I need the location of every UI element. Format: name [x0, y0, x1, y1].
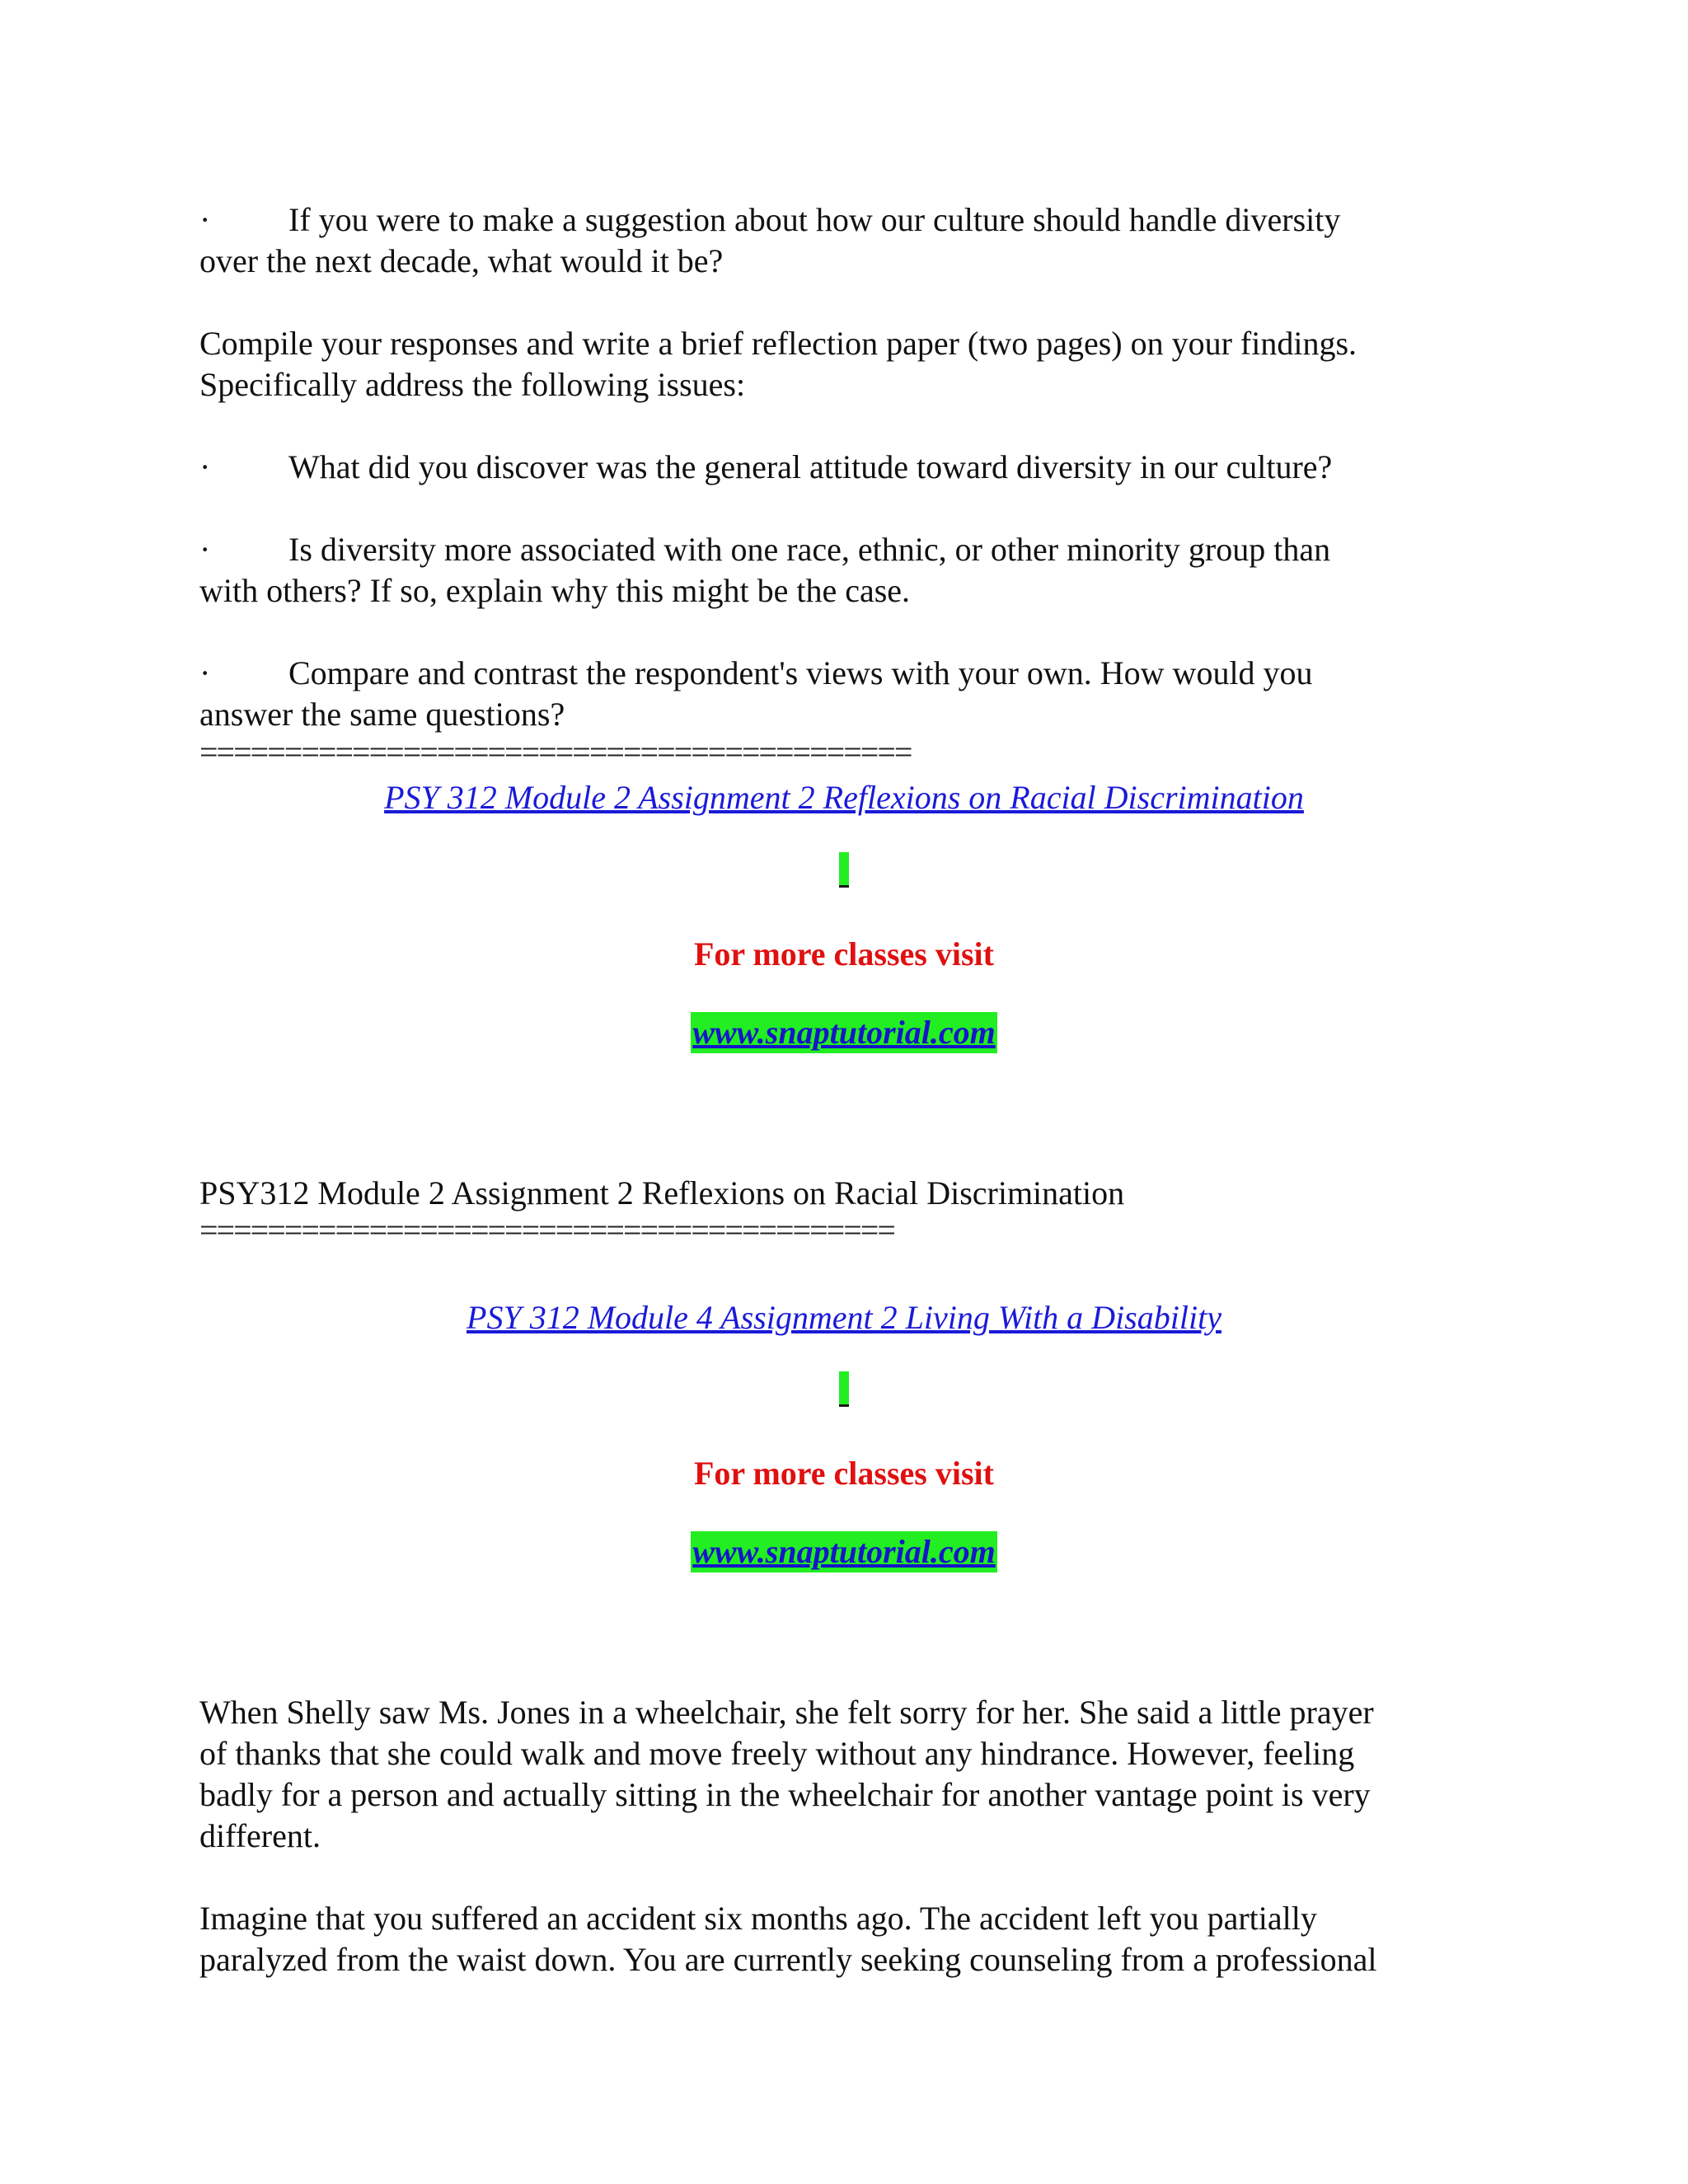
section2-link-row: [199, 777, 1489, 818]
body-para2-line2: paralyzed from the waist down. You are currently seeking counseling from a professional: [199, 1941, 1377, 1978]
body-para1-line3: badly for a person and actually sitting in the wheelchair for another vantage point is very: [199, 1776, 1371, 1813]
issue1-line: · What did you discover was the general attitude toward diversity in our culture?: [199, 447, 1332, 488]
more-classes-text: For more classes visit: [693, 1455, 994, 1492]
body-para1-line1: When Shelly saw Ms. Jones in a wheelchair, she felt sorry for her. She said a little prayer: [199, 1694, 1374, 1731]
assignment-link[interactable]: PSY 312 Module 4 Assignment 2 Living With a Disability: [467, 1299, 1221, 1336]
bullet-dot: ·: [199, 201, 211, 238]
section2-site-row: [199, 1012, 1489, 1053]
highlight-marker: [839, 1371, 849, 1407]
issue3-line1: · Compare and contrast the respondent's views with your own. How would you: [199, 653, 1313, 694]
section3-site-row: [199, 1531, 1489, 1572]
issue2-line1: · Is diversity more associated with one race, ethnic, or other minority group than: [199, 529, 1330, 570]
snaptutorial-link[interactable]: www.snaptutorial.com: [691, 1012, 997, 1053]
body-para1-line2: of thanks that she could walk and move freely without any hindrance. However, feeling: [199, 1735, 1355, 1772]
section2-plain-title: PSY312 Module 2 Assignment 2 Reflexions on Racial Discrimination: [199, 1174, 1125, 1212]
bullet-dot: ·: [199, 448, 211, 485]
bullet-dot: ·: [199, 531, 211, 568]
separator-line: ==========================================: [199, 733, 912, 771]
issue2-line2: with others? If so, explain why this might be the case.: [199, 572, 911, 609]
separator-line: =========================================: [199, 1212, 894, 1249]
bullet-dot: ·: [199, 654, 211, 691]
more-classes-text: For more classes visit: [693, 935, 994, 972]
section3-marker-row: [199, 1371, 1489, 1411]
assignment-link[interactable]: PSY 312 Module 2 Assignment 2 Reflexions on Racial Discrimination: [384, 779, 1304, 816]
section3-link-row: [199, 1297, 1489, 1338]
snaptutorial-link[interactable]: www.snaptutorial.com: [691, 1531, 997, 1572]
compile-line1: Compile your responses and write a brief reflection paper (two pages) on your findings.: [199, 325, 1357, 362]
section2-more-row: [199, 934, 1489, 975]
compile-line2: Specifically address the following issues:: [199, 366, 746, 403]
body-para2-line1: Imagine that you suffered an accident six months ago. The accident left you partially: [199, 1900, 1317, 1937]
highlight-marker: [839, 852, 849, 888]
body-para1-line4: different.: [199, 1817, 321, 1854]
issue3-line2: answer the same questions?: [199, 696, 565, 733]
bullet-question-line2: over the next decade, what would it be?: [199, 242, 724, 279]
bullet-question-line1: · If you were to make a suggestion about how our culture should handle diversity: [199, 199, 1340, 241]
section2-marker-row: [199, 852, 1489, 892]
section3-more-row: [199, 1453, 1489, 1494]
